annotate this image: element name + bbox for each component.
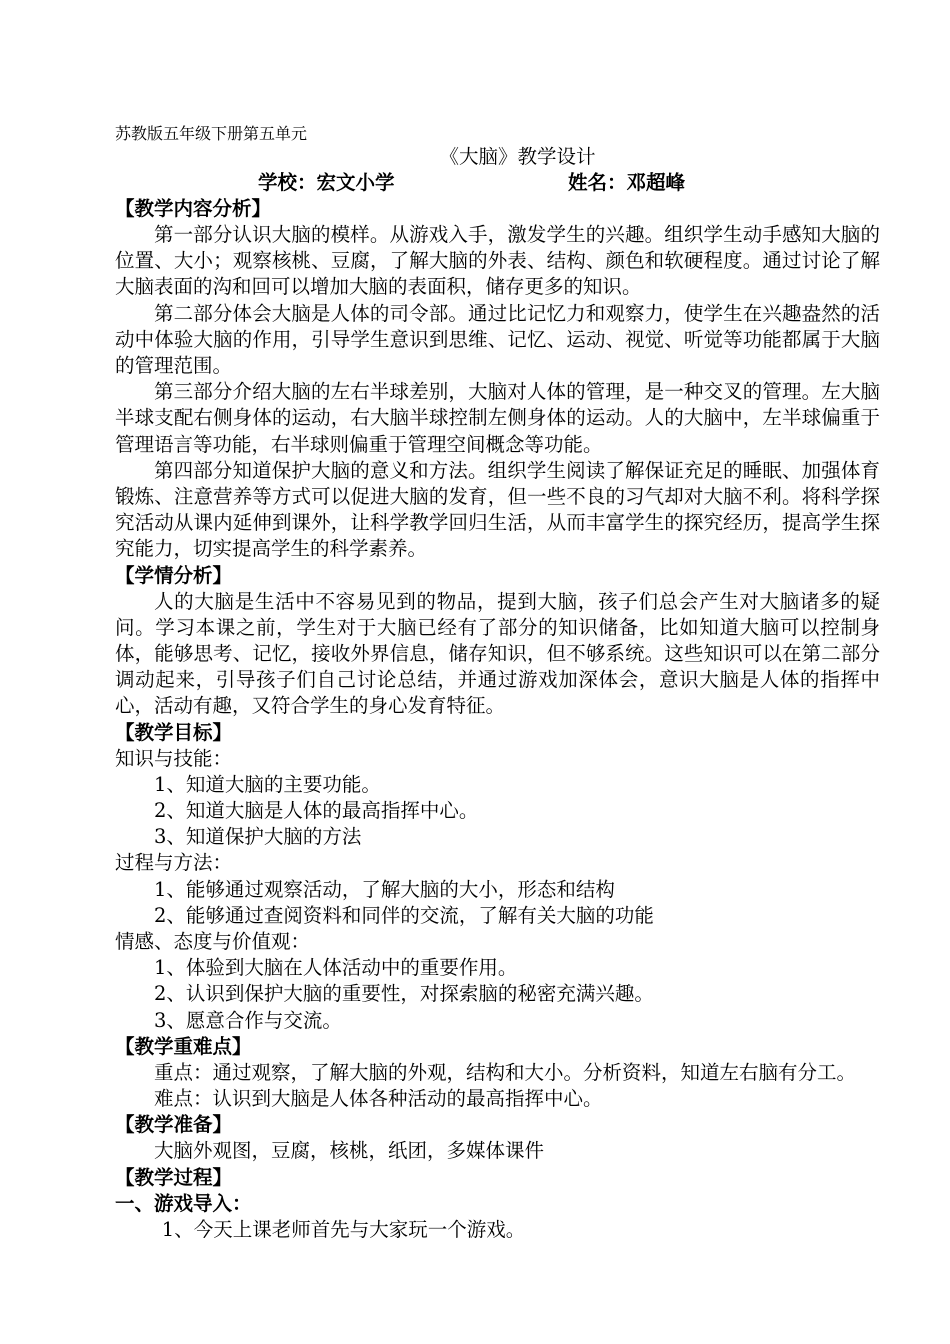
section-heading-content-analysis: 【教学内容分析】 — [115, 197, 272, 220]
list-item: 1、知道大脑的主要功能。 — [154, 772, 381, 796]
section-heading-learner-analysis: 【学情分析】 — [115, 563, 233, 587]
series-label: 苏教版五年级下册第五单元 — [115, 124, 308, 143]
list-item: 3、知道保护大脑的方法 — [154, 825, 362, 849]
list-item: 1、能够通过观察活动，了解大脑的大小，形态和结构 — [154, 877, 615, 901]
list-item: 2、能够通过查阅资料和同伴的交流，了解有关大脑的功能 — [154, 903, 654, 927]
list-item: 1、体验到大脑在人体活动中的重要作用。 — [154, 956, 518, 980]
paragraph: 第三部分介绍大脑的左右半球差别，大脑对人体的管理，是一种交叉的管理。左大脑半球支配右侧身体的运动，右大脑半球控制左侧身体的运动。人的大脑中，左半球偏重于管理语言等功能，右半球则偏重于管理空间概念等功能。 — [115, 380, 880, 456]
section-heading-key-points: 【教学重难点】 — [115, 1034, 252, 1058]
paragraph: 第四部分知道保护大脑的意义和方法。组织学生阅读了解保证充足的睡眠、加强体育锻炼、注意营养等方式可以促进大脑的发育，但一些不良的习气却对大脑不利。将科学探究活动从课内延伸到课外，让科学教学回归生活，从而丰富学生的探究经历，提高学生探究能力，切实提高学生的科学素养。 — [115, 458, 880, 561]
list-item: 3、愿意合作与交流。 — [154, 1008, 342, 1032]
list-item: 2、知道大脑是人体的最高指挥中心。 — [154, 799, 479, 823]
school-label: 学校：宏文小学 — [258, 171, 395, 194]
section-heading-preparation: 【教学准备】 — [115, 1113, 233, 1137]
document-body — [115, 123, 880, 1243]
list-item: 2、认识到保护大脑的重要性，对探索脑的秘密充满兴趣。 — [154, 982, 654, 1006]
subsection-label: 过程与方法： — [115, 851, 233, 875]
paragraph: 大脑外观图，豆腐，核桃，纸团，多媒体课件 — [154, 1139, 545, 1163]
author-line — [115, 170, 880, 196]
section-heading-process: 【教学过程】 — [115, 1165, 233, 1189]
paragraph: 第一部分认识大脑的模样。从游戏入手，激发学生的兴趣。组织学生动手感知大脑的位置、大小；观察核桃、豆腐，了解大脑的外表、结构、颜色和软硬程度。通过讨论了解大脑表面的沟和回可以增加大脑的表面积，储存更多的知识。 — [115, 223, 880, 299]
paragraph: 难点：认识到大脑是人体各种活动的最高指挥中心。 — [154, 1087, 603, 1111]
paragraph: 重点：通过观察，了解大脑的外观，结构和大小。分析资料，知道左右脑有分工。 — [154, 1060, 857, 1084]
step-heading: 一、游戏导入： — [115, 1191, 252, 1215]
subsection-label: 情感、态度与价值观： — [115, 930, 311, 954]
author-name: 姓名：邓超峰 — [568, 171, 686, 194]
list-item: 1、今天上课老师首先与大家玩一个游戏。 — [161, 1217, 526, 1241]
document-title: 《大脑》教学设计 — [439, 145, 596, 168]
subsection-label: 知识与技能： — [115, 746, 233, 770]
paragraph: 人的大脑是生活中不容易见到的物品，提到大脑，孩子们总会产生对大脑诸多的疑问。学习本课之前，学生对于大脑已经有了部分的知识储备，比如知道大脑可以控制身体，能够思考、记忆，接收外界信息，储存知识，但不够系统。这些知识可以在第二部分调动起来，引导孩子们自己讨论总结，并通过游戏加深体会，意识大脑是人体的指挥中心，活动有趣，又符合学生的身心发育特征。 — [115, 589, 880, 718]
paragraph: 第二部分体会大脑是人体的司令部。通过比记忆力和观察力，使学生在兴趣盎然的活动中体验大脑的作用，引导学生意识到思维、记忆、运动、视觉、听觉等功能都属于大脑的管理范围。 — [115, 301, 880, 378]
section-heading-objectives: 【教学目标】 — [115, 720, 233, 744]
